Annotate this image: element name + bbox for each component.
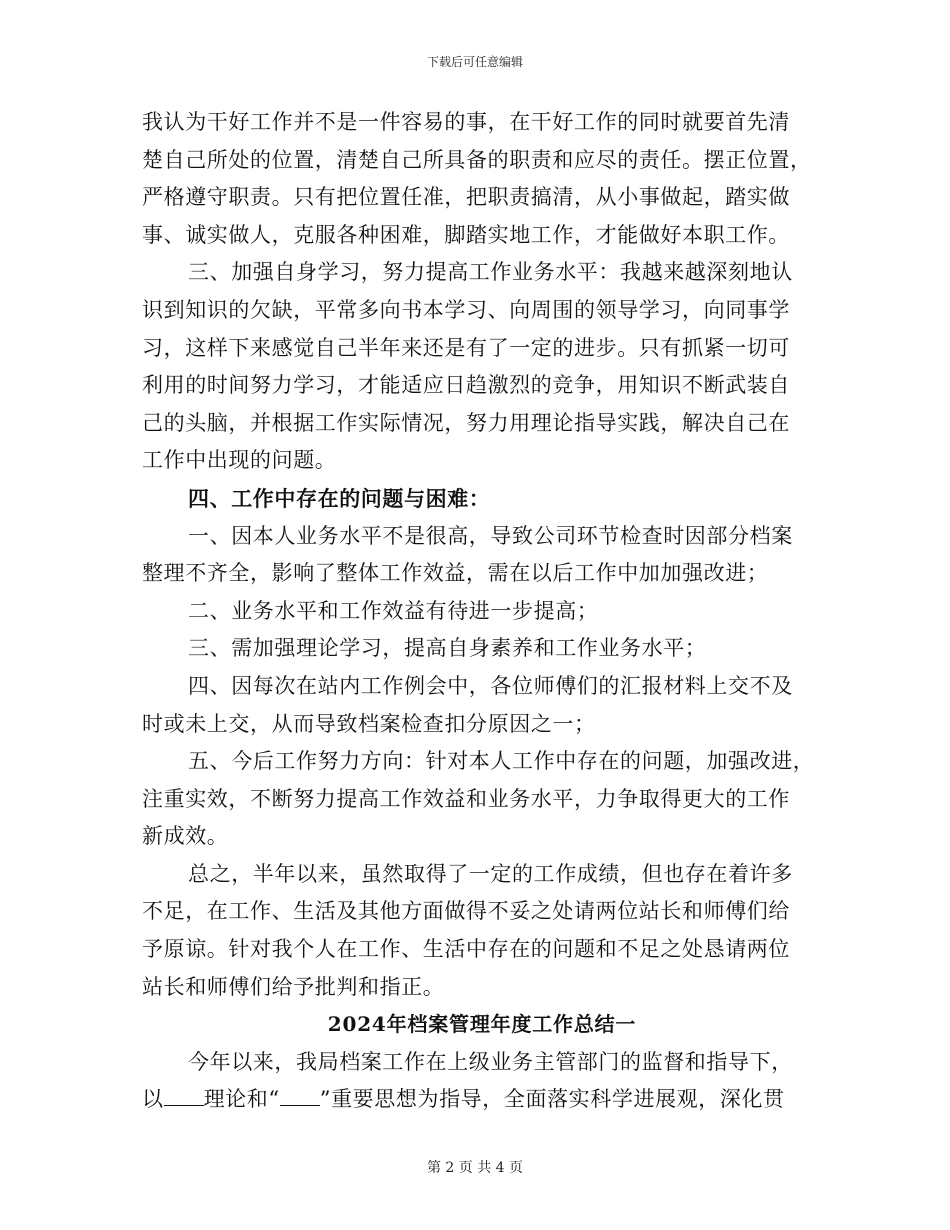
page-footer: 第 2 页 共 4 页 <box>426 1160 524 1176</box>
paragraph-line: 站长和师傅们给予批判和指正。 <box>142 974 445 999</box>
blank-underline <box>280 1083 320 1106</box>
paragraph-line: 一、因本人业务水平不是很高，导致公司环节检查时因部分档案 <box>188 523 793 548</box>
paragraph-line: 识到知识的欠缺，平常多向书本学习、向周围的领导学习，向同事学 <box>142 297 790 322</box>
paragraph-line: 予原谅。针对我个人在工作、生活中存在的问题和不足之处恳请两位 <box>142 937 790 962</box>
section-heading: 四、工作中存在的问题与困难： <box>188 485 491 511</box>
paragraph-line: 五、今后工作努力方向：针对本人工作中存在的问题，加强改进， <box>188 749 815 774</box>
paragraph-line: 楚自己所处的位置，清楚自己所具备的职责和应尽的责任。摆正位置， <box>142 147 812 172</box>
paragraph-line: 己的头脑，并根据工作实际情况，努力用理论指导实践，解决自己在 <box>142 410 790 435</box>
paragraph-line: 四、因每次在站内工作例会中，各位师傅们的汇报材料上交不及 <box>188 673 793 698</box>
paragraph-line: 严格遵守职责。只有把位置任准，把职责搞清，从小事做起，踏实做 <box>142 185 790 210</box>
paragraph-line: 我认为干好工作并不是一件容易的事，在干好工作的同时就要首先清 <box>142 110 790 134</box>
paragraph-line <box>142 1081 822 1119</box>
paragraph-line: 事、诚实做人，克服各种困难，脚踏实地工作，才能做好本职工作。 <box>142 222 790 247</box>
paragraph-line: 三、需加强理论学习，提高自身素养和工作业务水平； <box>188 636 707 661</box>
document-title: 2024年档案管理年度工作总结一 <box>327 1012 637 1037</box>
paragraph-line: 不足，在工作、生活及其他方面做得不妥之处请两位站长和师傅们给 <box>142 899 790 924</box>
paragraph-line: 注重实效，不断努力提高工作效益和业务水平，力争取得更大的工作 <box>142 786 790 811</box>
blank-underline <box>164 1083 204 1106</box>
document-body <box>142 104 822 1119</box>
paragraph-line: 习，这样下来感觉自己半年来还是有了一定的进步。只有抓紧一切可 <box>142 335 790 360</box>
text-segment: ”重要思想为指导，全面落实科学进展观，深化贯 <box>319 1087 785 1112</box>
paragraph-line: 二、业务水平和工作效益有待进一步提高； <box>188 598 599 623</box>
paragraph-line: 今年以来，我局档案工作在上级业务主管部门的监督和指导下， <box>188 1049 793 1074</box>
paragraph-line: 新成效。 <box>142 824 229 849</box>
paragraph-line: 整理不齐全，影响了整体工作效益，需在以后工作中加加强改进； <box>142 561 769 586</box>
paragraph-line: 总之，半年以来，虽然取得了一定的工作成绩，但也存在着许多 <box>188 861 793 886</box>
page-header: 下载后可任意编辑 <box>426 55 523 69</box>
text-segment: 以 <box>142 1087 164 1112</box>
paragraph-line: 时或未上交，从而导致档案检查扣分原因之一； <box>142 711 596 736</box>
paragraph-line: 三、加强自身学习，努力提高工作业务水平：我越来越深刻地认 <box>188 260 793 285</box>
paragraph-line: 利用的时间努力学习，才能适应日趋激烈的竞争，用知识不断武装自 <box>142 373 790 398</box>
paragraph-line: 工作中出现的问题。 <box>142 448 337 473</box>
text-segment: 理论和“ <box>203 1087 280 1112</box>
